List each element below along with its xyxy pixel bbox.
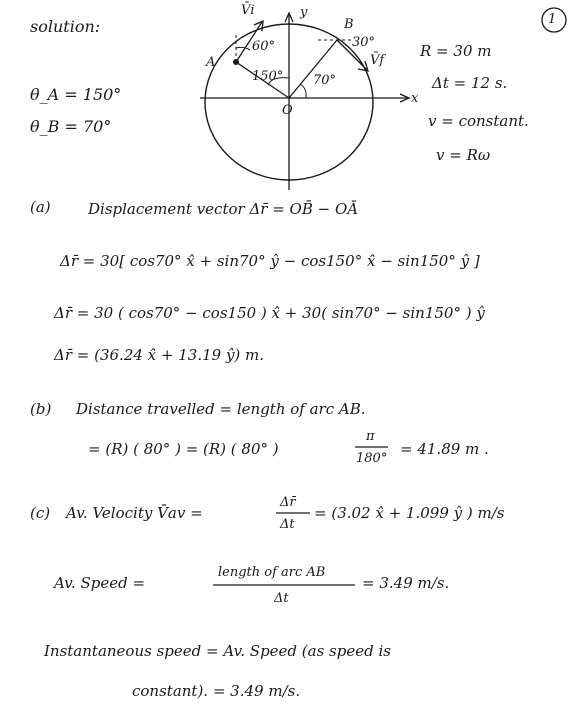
av-velocity-value: = (3.02 x̂ + 1.099 ŷ ) m/s [314, 504, 505, 522]
angle-70-arc [300, 84, 306, 98]
origin-label: O [282, 103, 293, 118]
theta-a: θ_A = 150° [30, 85, 122, 104]
a-label: A [206, 55, 216, 70]
part-b-frac-den: 180° [356, 451, 388, 466]
part-a-line-4: Δr̄ = (36.24 x̂ + 13.19 ŷ) m. [54, 346, 265, 364]
x-label: x [411, 91, 419, 106]
part-a-line-3: Δr̄ = 30 ( cos70° − cos150 ) x̂ + 30( sin70° − sin150° ) ŷ [54, 304, 485, 322]
part-a-line-2: Δr̄ = 30[ cos70° x̂ + sin70° ŷ − cos150° x̂ − sin150° ŷ ] [60, 252, 480, 270]
av-speed-frac-num: length of arc AB [218, 565, 326, 580]
y-label: y [300, 5, 308, 20]
inst-speed-line-1: Instantaneous speed = Av. Speed (as speed is [44, 642, 391, 660]
b-label: B [344, 17, 354, 32]
part-b-frac-num: π [366, 429, 375, 444]
angle-70-label: 70° [313, 73, 337, 88]
v-constant: v = constant. [428, 112, 529, 130]
part-b-label: (b) [30, 400, 52, 418]
radius-value: R = 30 m [420, 42, 492, 60]
solution-title: solution: [30, 17, 101, 36]
angle-60-label: 60° [252, 39, 276, 54]
v-r-omega: v = Rω [436, 146, 491, 164]
angle-60-arc [236, 47, 250, 50]
page-number: 1 [548, 12, 557, 27]
vf-label: V̄f [370, 53, 385, 68]
part-b-line-2b: = 41.89 m . [400, 440, 489, 458]
part-a-label: (a) [30, 198, 51, 216]
vav-frac-num: Δr̄ [280, 495, 296, 510]
vi-label: V̄i [241, 3, 255, 18]
av-speed-value: = 3.49 m/s. [362, 574, 450, 592]
av-velocity-label: Av. Velocity V̄av = [66, 504, 203, 522]
angle-150-label: 150° [252, 69, 284, 84]
part-b-line-2a: = (R) ( 80° ) = (R) ( 80° ) [88, 440, 279, 458]
inst-speed-line-2: constant). = 3.49 m/s. [132, 682, 301, 700]
theta-b: θ_B = 70° [30, 117, 112, 136]
part-a-line-1: Displacement vector Δr̄ = OB̄ − OĀ [88, 200, 359, 218]
av-speed-frac-den: Δt [274, 591, 289, 606]
vav-frac-den: Δt [280, 517, 295, 532]
av-speed-label: Av. Speed = [54, 574, 146, 592]
part-b-line-1: Distance travelled = length of arc AB. [76, 400, 366, 418]
part-c-label: (c) [30, 504, 51, 522]
angle-30-label: 30° [352, 35, 376, 50]
delta-t-value: Δt = 12 s. [432, 74, 508, 92]
